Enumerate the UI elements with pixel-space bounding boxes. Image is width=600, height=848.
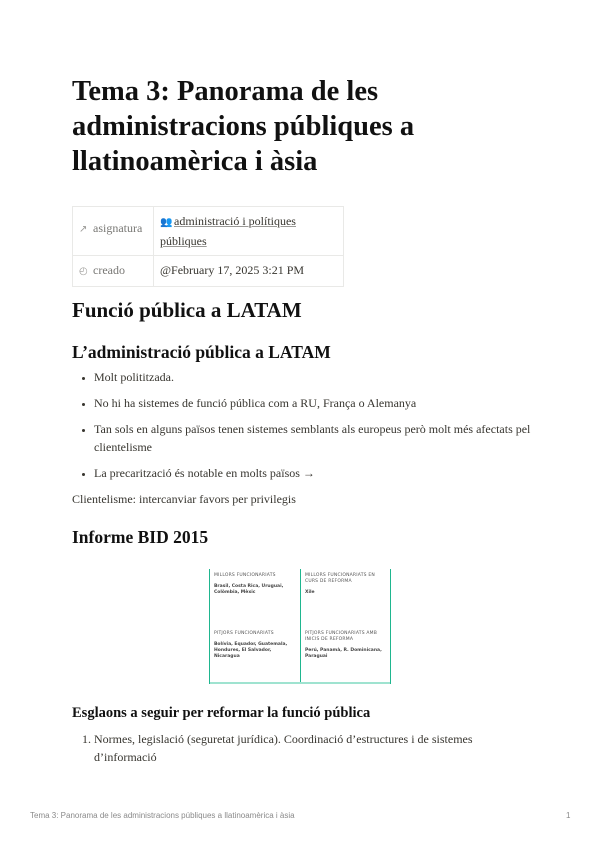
figure-divider [300, 569, 301, 684]
property-key: asignatura [93, 221, 143, 235]
people-icon: 👥 [160, 217, 173, 228]
figure-cell-best [214, 573, 298, 596]
figure-cell-title: PITJORS FUNCIONARIATS [214, 631, 274, 636]
figure-bottom-border [210, 682, 390, 684]
bullet-list [72, 368, 554, 490]
property-key-cell [73, 256, 154, 287]
clientelisme-note: Clientelisme: intercanviar favors per privilegis [72, 492, 296, 506]
bid-report-figure [209, 569, 391, 684]
figure-cell-best-reforming [305, 573, 389, 596]
property-key-cell [73, 207, 154, 256]
subsection-heading-esglaons: Esglaons a seguir per reformar la funció pública [72, 705, 371, 721]
list-item: • Molt polititzada. [94, 368, 554, 386]
section-heading-latam: Funció pública a LATAM [72, 298, 302, 322]
page-title: Tema 3: Panorama de les administracions públiques a llatinoamèrica i àsia [72, 76, 415, 177]
created-date: @February 17, 2025 3:21 PM [160, 263, 305, 277]
subsection-heading-bid: Informe BID 2015 [72, 527, 209, 547]
property-row-asignatura [73, 207, 344, 256]
clock-icon: ◴ [79, 266, 88, 277]
figure-cell-body: Brasil, Costa Rica, Uruguai, Colòmbia, Mèxic [214, 584, 284, 595]
list-item: • La precarització és notable en molts països → [94, 464, 554, 482]
numbered-list [72, 730, 514, 766]
property-key: creado [93, 263, 125, 277]
property-value-cell [154, 256, 344, 287]
figure-cell-title: PITJORS FUNCIONARIATS AMB INICIS DE REFORMA [305, 631, 378, 642]
figure-cell-title: MILLORS FUNCIONARIATS [214, 573, 276, 578]
list-item: • No hi ha sistemes de funció pública com a RU, França o Alemanya [94, 394, 554, 412]
property-row-creado [73, 256, 344, 287]
list-item: 1. Normes, legislació (seguretat jurídica). Coordinació d’estructures i de sistemes d’informació [94, 730, 514, 766]
arrow-up-right-icon: ↗ [79, 224, 88, 235]
property-value-cell [154, 207, 344, 256]
page-number: 1 [566, 811, 571, 820]
subsection-heading-administracio: L’administració pública a LATAM [72, 342, 331, 362]
properties-table [72, 206, 344, 287]
footer-title: Tema 3: Panorama de les administracions públiques a llatinoamèrica i àsia [30, 811, 295, 820]
list-item: • Tan sols en alguns països tenen sistemes semblants als europeus però molt més afectats pel clientelisme [94, 420, 554, 456]
figure-cell-title: MILLORS FUNCIONARIATS EN CURS DE REFORMA [305, 573, 375, 584]
figure-cell-body: Xile [305, 590, 315, 595]
figure-cell-worst [214, 631, 298, 660]
figure-cell-body: Bolívia, Equador, Guatemala, Hondures, El Salvador, Nicaragua [214, 642, 288, 659]
figure-cell-body: Perú, Panamà, R. Dominicana, Paraguai [305, 648, 382, 659]
relation-link[interactable]: administració i polítiques públiques [160, 214, 296, 248]
figure-cell-worst-reforming [305, 631, 389, 660]
